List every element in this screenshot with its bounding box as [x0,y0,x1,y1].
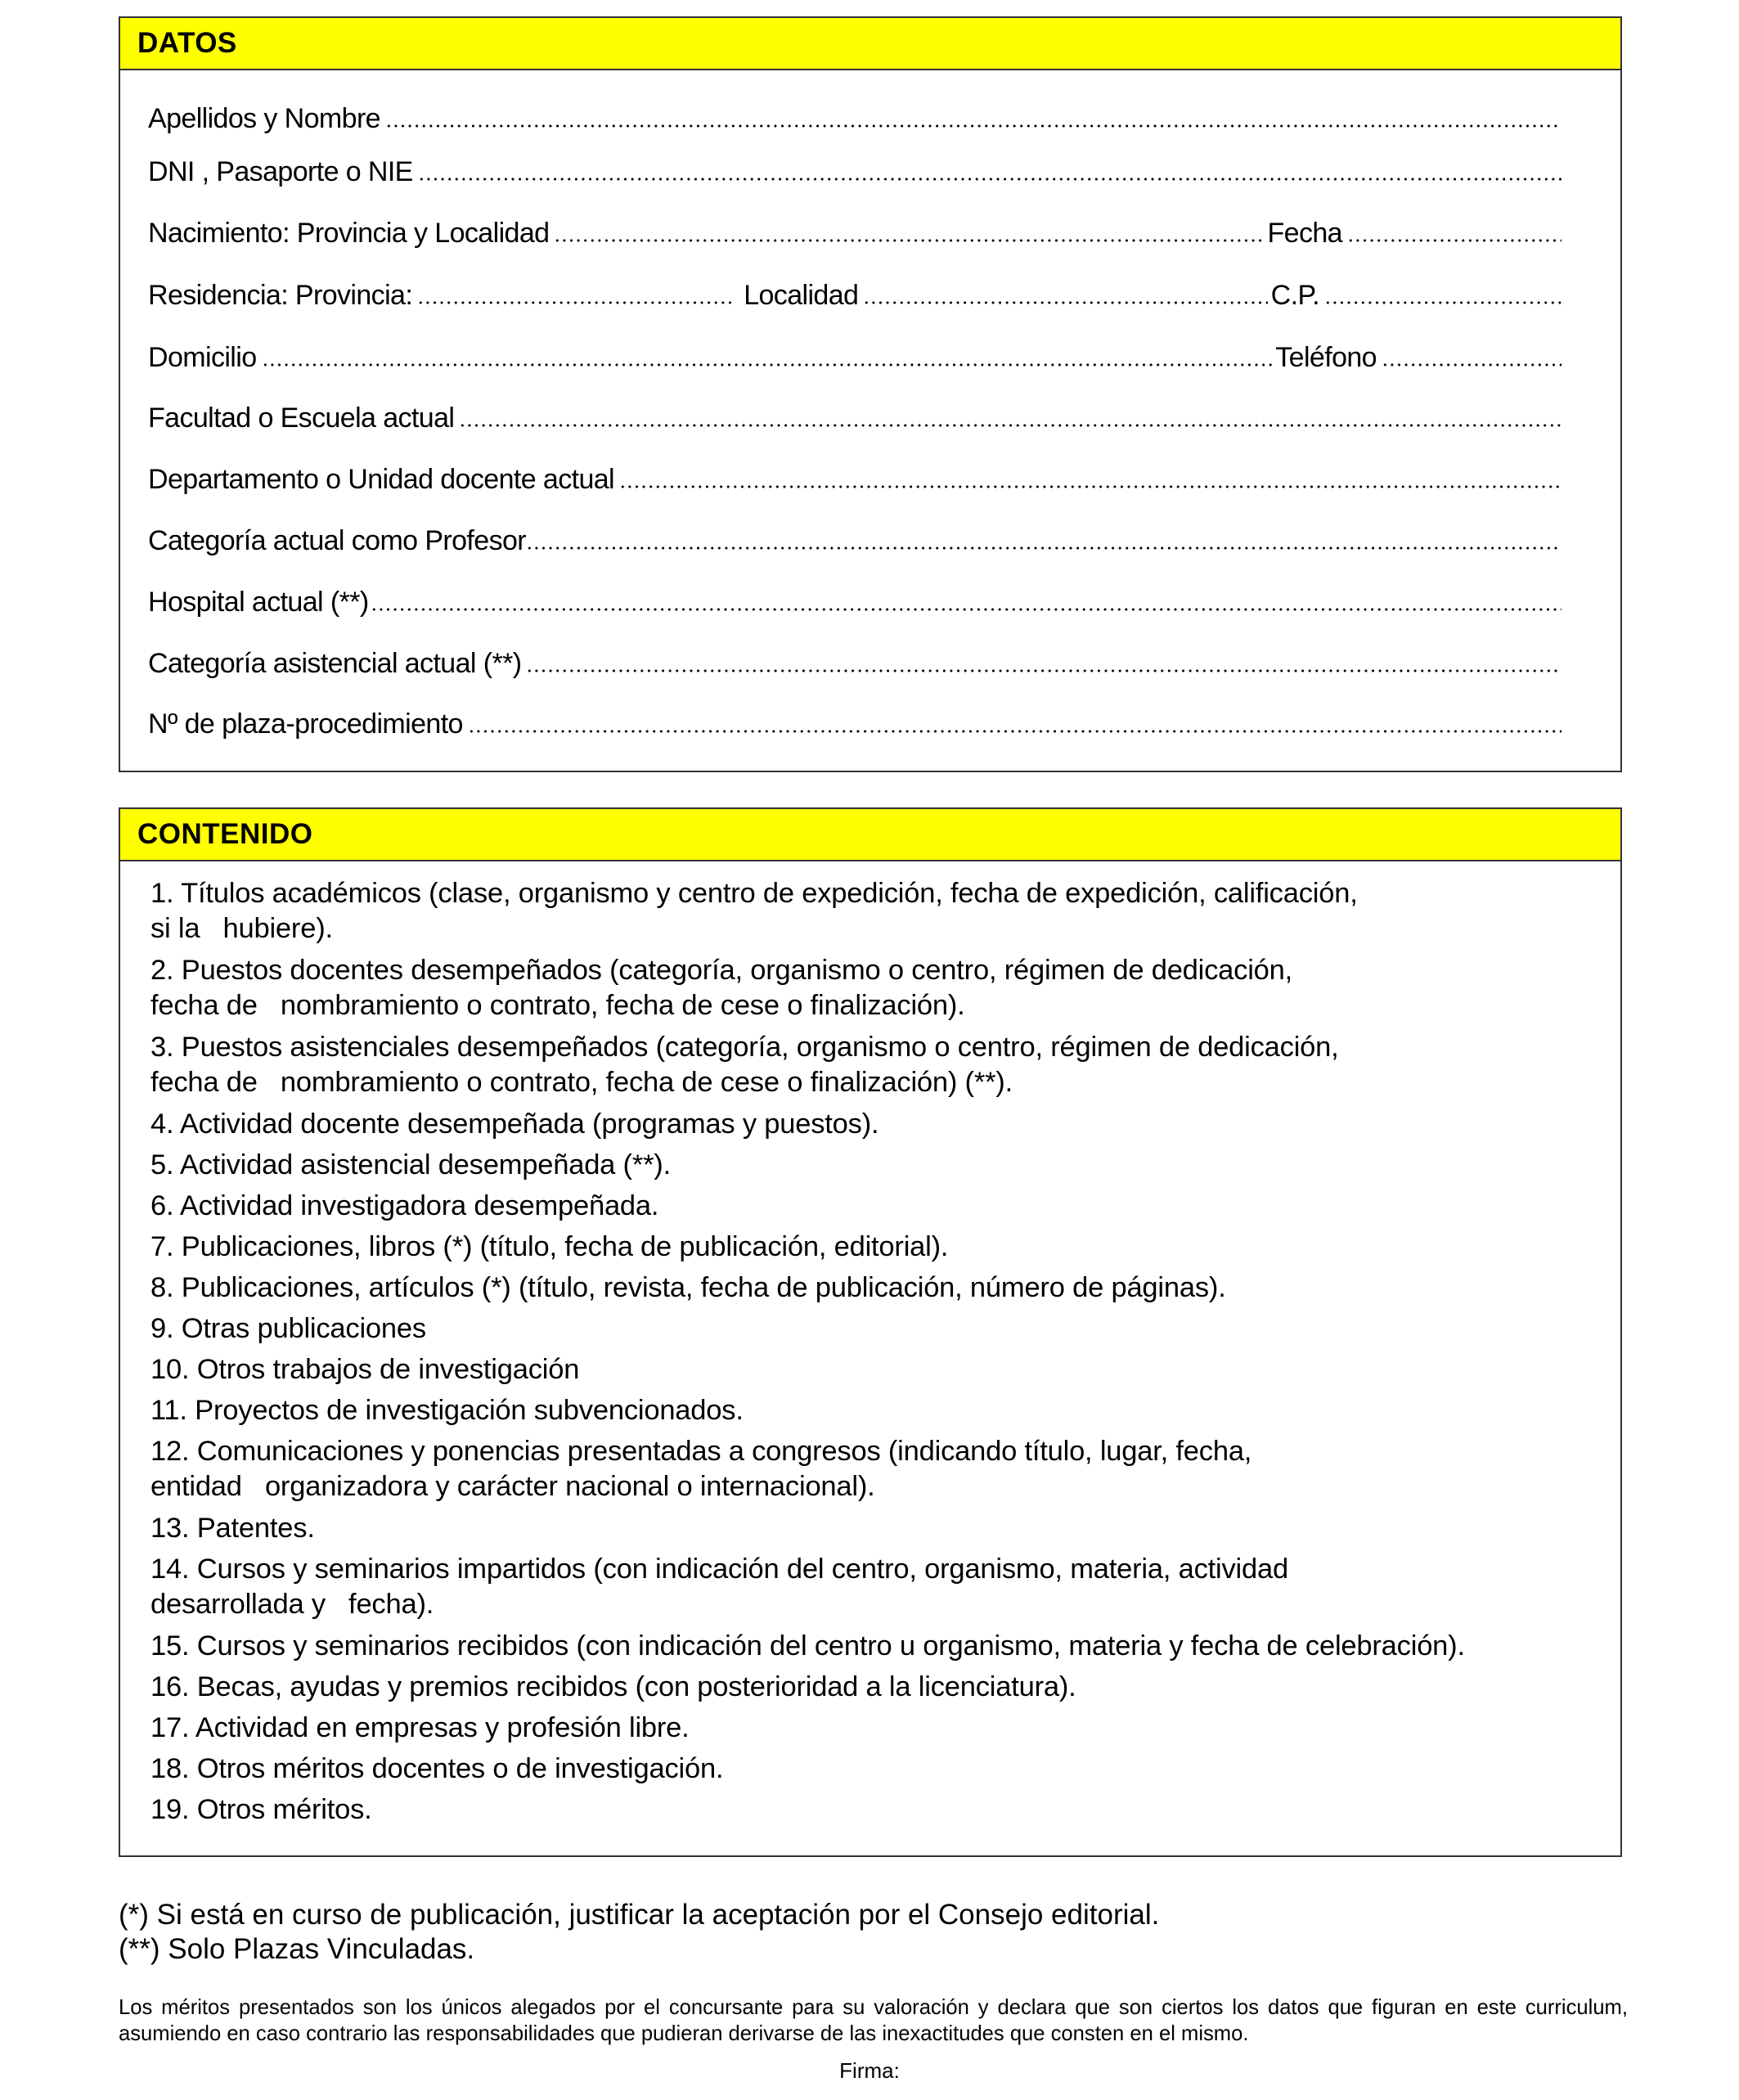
field-label: Nº de plaza-procedimiento [148,708,463,740]
dotted-line[interactable] [262,362,1273,368]
list-item: 10. Otros trabajos de investigación [151,1354,580,1385]
dotted-line[interactable] [619,483,1562,490]
list-item: 7. Publicaciones, libros (*) (título, fecha de publicación, editorial). [151,1231,949,1262]
contenido-list [151,876,1604,1833]
field-label: Residencia: Provincia: [148,280,413,311]
list-item: 1. Títulos académicos (clase, organismo y centro de expedición, fecha de expedición, calificación, si la hubiere). [151,878,1358,944]
signature-label: Firma: [839,2058,900,2083]
dotted-line[interactable] [1324,299,1562,306]
field-label: Nacimiento: Provincia y Localidad [148,218,550,249]
field-label: Departamento o Unidad docente actual [148,464,615,495]
field-domicilio[interactable] [148,333,1562,374]
list-item: 2. Puestos docentes desempeñados (categoría, organismo o centro, régimen de dedicación, fecha de nombramiento o contrato, fecha de cese o finalización). [151,955,1293,1021]
dotted-line[interactable] [459,422,1562,429]
field-dni-pasaporte-nie[interactable] [148,147,1562,188]
field-label: Domicilio [148,342,257,373]
field-label: Hospital actual (**) [148,587,369,618]
datos-section [119,16,1622,772]
dotted-line[interactable] [468,728,1562,735]
field-label: Categoría asistencial actual (**) [148,648,522,679]
list-item: 3. Puestos asistenciales desempeñados (categoría, organismo o centro, régimen de dedicación, fecha de nombramiento o contrato, fecha de cese o finalización) (**). [151,1032,1339,1098]
dotted-line[interactable] [417,299,732,306]
field-departamento[interactable] [148,455,1562,496]
list-item: 9. Otras publicaciones [151,1313,426,1344]
list-item: 16. Becas, ayudas y premios recibidos (con posterioridad a la licenciatura). [151,1671,1076,1702]
footnote-publication: (*) Si está en curso de publicación, justificar la aceptación por el Consejo editorial. [119,1899,1160,1931]
contenido-section [119,807,1622,1857]
dotted-line[interactable] [371,606,1562,613]
list-item: 14. Cursos y seminarios impartidos (con indicación del centro, organismo, materia, actividad desarrollada y fecha). [151,1554,1288,1620]
field-label: DNI , Pasaporte o NIE [148,156,413,187]
field-label: Categoría actual como Profesor [148,525,527,556]
list-item: 5. Actividad asistencial desempeñada (**). [151,1149,671,1180]
field-facultad-escuela[interactable] [148,393,1562,434]
field-label-localidad: Localidad [744,280,859,311]
dotted-line[interactable] [863,299,1267,306]
list-item: 11. Proyectos de investigación subvencionados. [151,1395,744,1426]
field-hospital[interactable] [148,578,1562,618]
field-categoria-asistencial[interactable] [148,639,1562,680]
list-item: 19. Otros méritos. [151,1794,372,1825]
list-item: 18. Otros méritos docentes o de investigación. [151,1753,724,1784]
field-residencia[interactable] [148,271,1562,312]
datos-header: DATOS [120,18,1620,70]
dotted-line[interactable] [1347,237,1562,244]
list-item: 13. Patentes. [151,1513,315,1544]
dotted-line[interactable] [418,176,1562,182]
list-item: 8. Publicaciones, artículos (*) (título, revista, fecha de publicación, número de páginas). [151,1272,1226,1303]
field-label: Apellidos y Nombre [148,103,380,134]
list-item: 6. Actividad investigadora desempeñada. [151,1190,659,1221]
field-apellidos-nombre[interactable] [148,94,1562,135]
list-item: 17. Actividad en empresas y profesión libre. [151,1712,690,1743]
field-nacimiento[interactable] [148,209,1562,250]
field-label-telefono: Teléfono [1275,342,1377,373]
list-item: 12. Comunicaciones y ponencias presentadas a congresos (indicando título, lugar, fecha, entidad organizadora y carácter nacional o internacional). [151,1436,1252,1502]
field-label-fecha: Fecha [1267,218,1342,249]
dotted-line[interactable] [385,123,1562,129]
field-label: Facultad o Escuela actual [148,402,455,434]
dotted-line[interactable] [554,237,1264,244]
field-categoria-profesor[interactable] [148,516,1562,557]
dotted-line[interactable] [1382,362,1562,368]
list-item: 15. Cursos y seminarios recibidos (con indicación del centro u organismo, materia y fecha de celebración). [151,1630,1465,1662]
footnote-plazas-vinculadas: (**) Solo Plazas Vinculadas. [119,1933,475,1965]
declaration-text: Los méritos presentados son los únicos alegados por el concursante para su valoración y declara que son ciertos los datos que figuran en este curriculum, asumiendo en caso contrario las responsabilidades que pudieran derivarse de las inexactitudes que consten en el mismo. [119,1996,1628,2045]
field-plaza-procedimiento[interactable] [148,699,1562,740]
field-label-cp: C.P. [1270,280,1319,311]
list-item: 4. Actividad docente desempeñada (programas y puestos). [151,1108,879,1140]
contenido-header: CONTENIDO [120,809,1620,861]
dotted-line[interactable] [526,668,1562,674]
footnotes [119,1898,1159,1967]
dotted-line[interactable] [526,545,1562,551]
